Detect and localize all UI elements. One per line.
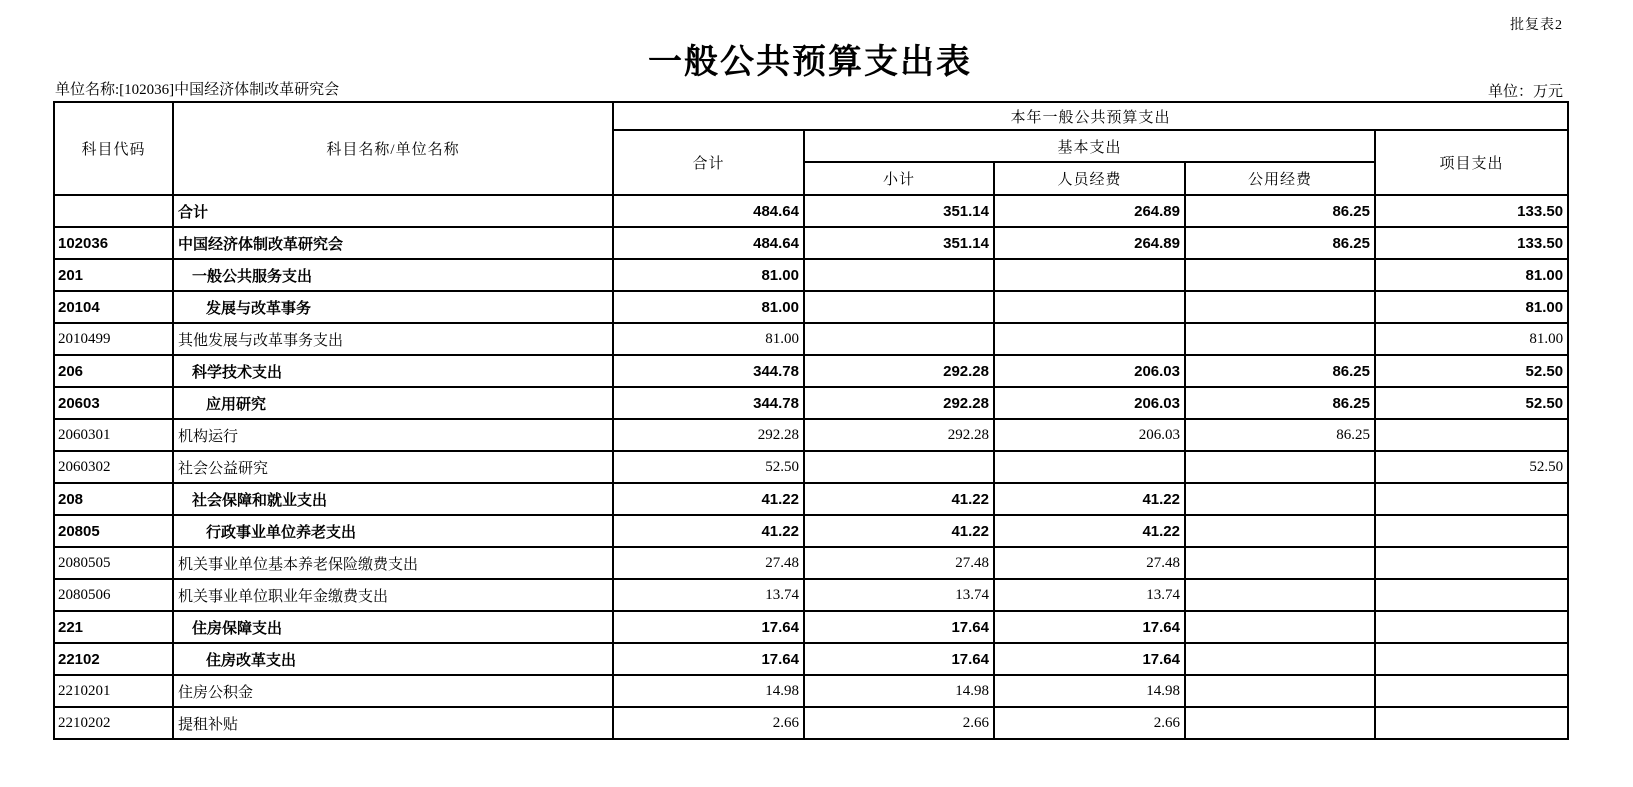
row-value: 17.64 <box>994 643 1185 675</box>
row-value <box>1185 579 1375 611</box>
table-row <box>54 611 1568 643</box>
table-row <box>54 195 1568 227</box>
row-subject-code: 20104 <box>54 291 173 323</box>
header-basic-expenditure: 基本支出 <box>804 130 1375 162</box>
row-value: 81.00 <box>613 323 804 355</box>
row-value: 52.50 <box>613 451 804 483</box>
row-value: 27.48 <box>804 547 994 579</box>
row-value: 27.48 <box>613 547 804 579</box>
row-subject-code: 20603 <box>54 387 173 419</box>
row-subject-name: 机关事业单位职业年金缴费支出 <box>173 579 613 611</box>
row-value: 206.03 <box>994 387 1185 419</box>
row-subject-name: 机构运行 <box>173 419 613 451</box>
row-value: 206.03 <box>994 355 1185 387</box>
row-value <box>1185 323 1375 355</box>
row-value: 264.89 <box>994 227 1185 259</box>
row-subject-code: 20805 <box>54 515 173 547</box>
header-personnel-funds: 人员经费 <box>994 162 1185 195</box>
row-value: 81.00 <box>613 259 804 291</box>
table-row <box>54 579 1568 611</box>
row-value: 52.50 <box>1375 451 1568 483</box>
row-value: 292.28 <box>613 419 804 451</box>
row-value <box>1375 547 1568 579</box>
row-value <box>1375 611 1568 643</box>
row-value: 17.64 <box>613 611 804 643</box>
table-row <box>54 419 1568 451</box>
row-value <box>804 451 994 483</box>
row-subject-code <box>54 195 173 227</box>
row-value: 2.66 <box>994 707 1185 739</box>
row-value: 52.50 <box>1375 355 1568 387</box>
row-value: 344.78 <box>613 387 804 419</box>
table-row <box>54 323 1568 355</box>
row-value: 14.98 <box>994 675 1185 707</box>
form-tag-label: 批复表2 <box>1510 18 1563 33</box>
row-subject-code: 208 <box>54 483 173 515</box>
row-value: 41.22 <box>804 483 994 515</box>
row-subject-code: 2210202 <box>54 707 173 739</box>
header-current-year-expenditure: 本年一般公共预算支出 <box>613 102 1568 130</box>
row-value: 81.00 <box>613 291 804 323</box>
row-subject-code: 221 <box>54 611 173 643</box>
row-value <box>1185 547 1375 579</box>
row-value <box>804 291 994 323</box>
row-subject-code: 2060302 <box>54 451 173 483</box>
row-subject-name: 社会公益研究 <box>173 451 613 483</box>
row-value: 13.74 <box>994 579 1185 611</box>
row-value: 81.00 <box>1375 259 1568 291</box>
row-value: 484.64 <box>613 195 804 227</box>
row-value: 13.74 <box>613 579 804 611</box>
row-subject-code: 2210201 <box>54 675 173 707</box>
row-subject-code: 206 <box>54 355 173 387</box>
row-subject-name: 合计 <box>173 195 613 227</box>
row-value <box>994 451 1185 483</box>
row-value: 41.22 <box>994 483 1185 515</box>
row-value <box>1185 515 1375 547</box>
header-row-1 <box>54 102 1568 130</box>
header-public-funds: 公用经费 <box>1185 162 1375 195</box>
page-title: 一般公共预算支出表 <box>648 43 972 81</box>
row-value: 14.98 <box>613 675 804 707</box>
row-value <box>1375 483 1568 515</box>
row-subject-name: 科学技术支出 <box>173 355 613 387</box>
row-value: 41.22 <box>804 515 994 547</box>
row-subject-code: 2080506 <box>54 579 173 611</box>
row-value: 2.66 <box>613 707 804 739</box>
row-subject-name: 应用研究 <box>173 387 613 419</box>
row-subject-name: 社会保障和就业支出 <box>173 483 613 515</box>
row-value <box>1375 579 1568 611</box>
table-row <box>54 707 1568 739</box>
row-value <box>1375 707 1568 739</box>
row-value <box>804 323 994 355</box>
table-row <box>54 515 1568 547</box>
row-subject-code: 2010499 <box>54 323 173 355</box>
unit-name-label: 单位名称:[102036]中国经济体制改革研究会 <box>55 82 340 98</box>
row-value: 86.25 <box>1185 419 1375 451</box>
row-value <box>1375 675 1568 707</box>
row-subject-code: 22102 <box>54 643 173 675</box>
row-value <box>1185 611 1375 643</box>
row-value: 17.64 <box>804 643 994 675</box>
table-row <box>54 483 1568 515</box>
row-value: 13.74 <box>804 579 994 611</box>
table-row <box>54 643 1568 675</box>
row-subject-code: 102036 <box>54 227 173 259</box>
row-value: 292.28 <box>804 419 994 451</box>
row-subject-name: 一般公共服务支出 <box>173 259 613 291</box>
row-value: 41.22 <box>613 483 804 515</box>
row-value <box>994 291 1185 323</box>
row-value <box>1185 675 1375 707</box>
row-subject-name: 其他发展与改革事务支出 <box>173 323 613 355</box>
row-value: 86.25 <box>1185 355 1375 387</box>
row-subject-name: 住房改革支出 <box>173 643 613 675</box>
table-row <box>54 259 1568 291</box>
row-value: 41.22 <box>613 515 804 547</box>
row-value: 81.00 <box>1375 291 1568 323</box>
row-value: 484.64 <box>613 227 804 259</box>
row-value <box>994 259 1185 291</box>
table-row <box>54 291 1568 323</box>
row-value: 17.64 <box>994 611 1185 643</box>
table-row <box>54 355 1568 387</box>
row-value <box>1185 259 1375 291</box>
row-subject-code: 2080505 <box>54 547 173 579</box>
row-value <box>1375 515 1568 547</box>
row-value: 351.14 <box>804 227 994 259</box>
row-value: 2.66 <box>804 707 994 739</box>
table-body <box>54 195 1568 739</box>
row-subject-name: 住房公积金 <box>173 675 613 707</box>
row-value <box>1185 291 1375 323</box>
row-value: 86.25 <box>1185 387 1375 419</box>
budget-table <box>53 101 1569 740</box>
row-value: 206.03 <box>994 419 1185 451</box>
table-row <box>54 675 1568 707</box>
table-row <box>54 451 1568 483</box>
row-value: 344.78 <box>613 355 804 387</box>
row-value: 52.50 <box>1375 387 1568 419</box>
header-subject-code: 科目代码 <box>54 102 173 195</box>
header-subtotal: 小计 <box>804 162 994 195</box>
row-value: 133.50 <box>1375 227 1568 259</box>
row-value <box>1185 451 1375 483</box>
row-value: 292.28 <box>804 387 994 419</box>
row-subject-name: 提租补贴 <box>173 707 613 739</box>
table-header <box>54 102 1568 195</box>
row-value: 86.25 <box>1185 227 1375 259</box>
row-value <box>1185 707 1375 739</box>
row-value <box>1375 419 1568 451</box>
row-subject-code: 201 <box>54 259 173 291</box>
header-project-expenditure: 项目支出 <box>1375 130 1568 195</box>
row-value: 292.28 <box>804 355 994 387</box>
row-subject-name: 行政事业单位养老支出 <box>173 515 613 547</box>
header-subject-name: 科目名称/单位名称 <box>173 102 613 195</box>
table-row <box>54 227 1568 259</box>
row-value <box>1185 483 1375 515</box>
header-total: 合计 <box>613 130 804 195</box>
row-value: 86.25 <box>1185 195 1375 227</box>
table-row <box>54 547 1568 579</box>
row-value: 17.64 <box>804 611 994 643</box>
row-value <box>804 259 994 291</box>
row-value: 17.64 <box>613 643 804 675</box>
row-value: 27.48 <box>994 547 1185 579</box>
row-value <box>994 323 1185 355</box>
row-subject-name: 中国经济体制改革研究会 <box>173 227 613 259</box>
unit-measure-label: 单位：万元 <box>1487 84 1563 100</box>
row-value: 14.98 <box>804 675 994 707</box>
row-value: 264.89 <box>994 195 1185 227</box>
row-value: 81.00 <box>1375 323 1568 355</box>
row-value <box>1375 643 1568 675</box>
row-subject-name: 发展与改革事务 <box>173 291 613 323</box>
row-subject-name: 住房保障支出 <box>173 611 613 643</box>
row-value: 351.14 <box>804 195 994 227</box>
row-value <box>1185 643 1375 675</box>
row-value: 133.50 <box>1375 195 1568 227</box>
row-value: 41.22 <box>994 515 1185 547</box>
table-row <box>54 387 1568 419</box>
row-subject-name: 机关事业单位基本养老保险缴费支出 <box>173 547 613 579</box>
row-subject-code: 2060301 <box>54 419 173 451</box>
